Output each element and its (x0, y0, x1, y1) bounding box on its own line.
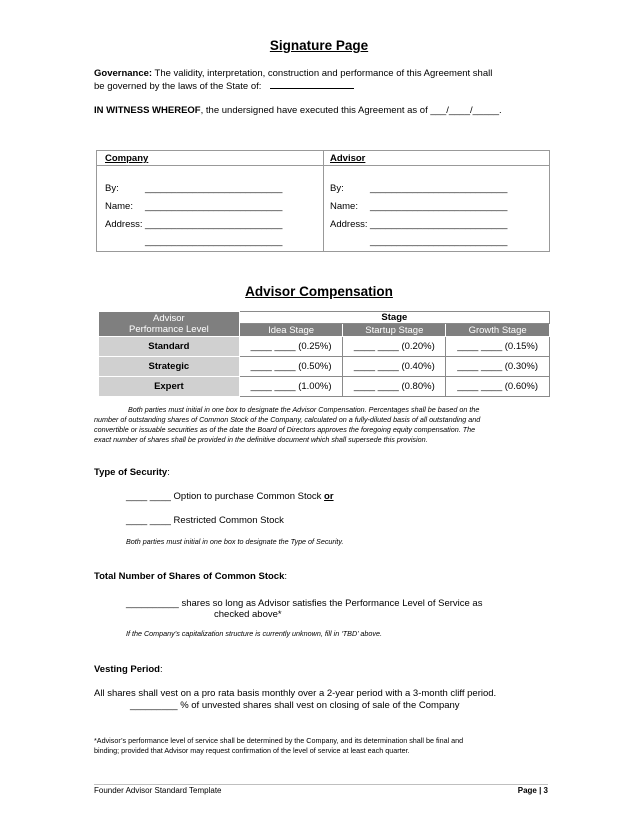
initial-box[interactable]: ____ ____ (0.60%) (446, 377, 550, 397)
company-header: Company (105, 153, 149, 164)
shares-line-2: checked above* (214, 609, 282, 620)
advisor-name-label: Name: (330, 201, 358, 212)
compensation-note-1: Both parties must initial in one box to designate the Advisor Compensation. Percentages shall be based on the (128, 405, 480, 414)
initial-box[interactable]: ____ ____ (0.30%) (446, 357, 550, 377)
advisor-by-label: By: (330, 183, 344, 194)
governance-text-2: be governed by the laws of the State of: (94, 81, 262, 92)
shares-heading-text: Total Number of Shares of Common Stock (94, 571, 285, 582)
advisor-address-line[interactable]: __________________________ (370, 219, 508, 230)
governance-line-2 (94, 80, 354, 93)
level-strategic: Strategic (99, 357, 240, 377)
vesting-line-2[interactable]: _________ % of unvested shares shall vest on closing of sale of the Company (130, 700, 460, 711)
security-note: Both parties must initial in one box to designate the Type of Security. (126, 537, 344, 546)
initial-box[interactable]: ____ ____ (0.50%) (239, 357, 343, 377)
signature-table (96, 150, 550, 252)
footer-rule (94, 784, 548, 785)
compensation-note-4: exact number of shares shall be provided in the definitive document which shall supersede this provision. (94, 435, 428, 444)
stage-startup: Startup Stage (343, 324, 446, 337)
governance-text-1: The validity, interpretation, construction and performance of this Agreement shall (154, 68, 493, 79)
level-standard: Standard (99, 337, 240, 357)
security-heading (94, 466, 170, 479)
initial-box[interactable]: ____ ____ (0.80%) (343, 377, 446, 397)
security-or: or (324, 491, 334, 502)
advisor-name-line[interactable]: __________________________ (370, 201, 508, 212)
shares-heading-colon: : (284, 571, 288, 582)
shares-note: If the Company’s capitalization structure is currently unknown, fill in ‘TBD’ above. (126, 629, 382, 638)
initial-box[interactable]: ____ ____ (0.25%) (239, 337, 343, 357)
company-name-line[interactable]: __________________________ (145, 201, 283, 212)
advisor-header: Advisor (330, 153, 366, 164)
governance-label: Governance: (94, 68, 153, 79)
vesting-heading (94, 663, 163, 676)
footer-page-number: Page | 3 (517, 786, 548, 795)
shares-line-1[interactable]: __________ shares so long as Advisor satisfies the Performance Level of Service as (126, 598, 483, 609)
level-column-header (99, 312, 240, 337)
initial-box[interactable]: ____ ____ (1.00%) (239, 377, 343, 397)
level-header-line-2: Performance Level (128, 324, 209, 335)
witness-text: , the undersigned have executed this Agreement as of ___/____/_____. (200, 105, 502, 116)
security-heading-colon: : (167, 467, 170, 478)
initial-box[interactable]: ____ ____ (0.15%) (446, 337, 550, 357)
witness-line (94, 104, 502, 117)
footer-left: Founder Advisor Standard Template (94, 786, 222, 795)
company-by-label: By: (105, 183, 119, 194)
advisor-address-label: Address: (330, 219, 368, 230)
vesting-heading-text: Vesting Period (94, 664, 160, 675)
footnote-1: *Advisor’s performance level of service shall be determined by the Company, and its determination shall be final and (94, 736, 464, 745)
advisor-address-line-2[interactable]: __________________________ (370, 236, 508, 247)
advisor-by-line[interactable]: __________________________ (370, 183, 508, 194)
footnote-2: binding; provided that Advisor may request confirmation of the level of service at least each quarter. (94, 746, 410, 755)
security-option-2[interactable]: ____ ____ Restricted Common Stock (126, 515, 284, 526)
governance-line-1 (94, 67, 492, 80)
shares-heading (94, 570, 287, 583)
security-option-1[interactable] (126, 490, 334, 503)
company-name-label: Name: (105, 201, 133, 212)
initial-box[interactable]: ____ ____ (0.20%) (343, 337, 446, 357)
compensation-note-3: convertible or issuable securities as of the date the Board of Directors approves the foregoing equity compensation. The (94, 425, 476, 434)
security-heading-text: Type of Security (94, 467, 168, 478)
security-option-1-text: ____ ____ Option to purchase Common Stock (126, 491, 325, 502)
company-address-label: Address: (105, 219, 143, 230)
level-expert: Expert (99, 377, 240, 397)
company-by-line[interactable]: __________________________ (145, 183, 283, 194)
initial-box[interactable]: ____ ____ (0.40%) (343, 357, 446, 377)
state-blank[interactable] (270, 88, 354, 89)
witness-label: IN WITNESS WHEREOF (94, 105, 201, 116)
stage-header: Stage (239, 312, 549, 324)
company-address-line-2[interactable]: __________________________ (145, 236, 283, 247)
level-header-line-1: Advisor (153, 313, 185, 324)
company-address-line[interactable]: __________________________ (145, 219, 283, 230)
vesting-heading-colon: : (160, 664, 163, 675)
stage-idea: Idea Stage (239, 324, 343, 337)
stage-growth: Growth Stage (446, 324, 550, 337)
compensation-note-2: number of outstanding shares of Common Stock of the Company, calculated on a fully-diluted basis of all outstanding and (94, 415, 481, 424)
compensation-table (98, 311, 550, 397)
vesting-line-1: All shares shall vest on a pro rata basis monthly over a 2-year period with a 3-month cliff period. (94, 688, 497, 699)
compensation-title: Advisor Compensation (245, 284, 393, 299)
page-title: Signature Page (269, 38, 369, 53)
